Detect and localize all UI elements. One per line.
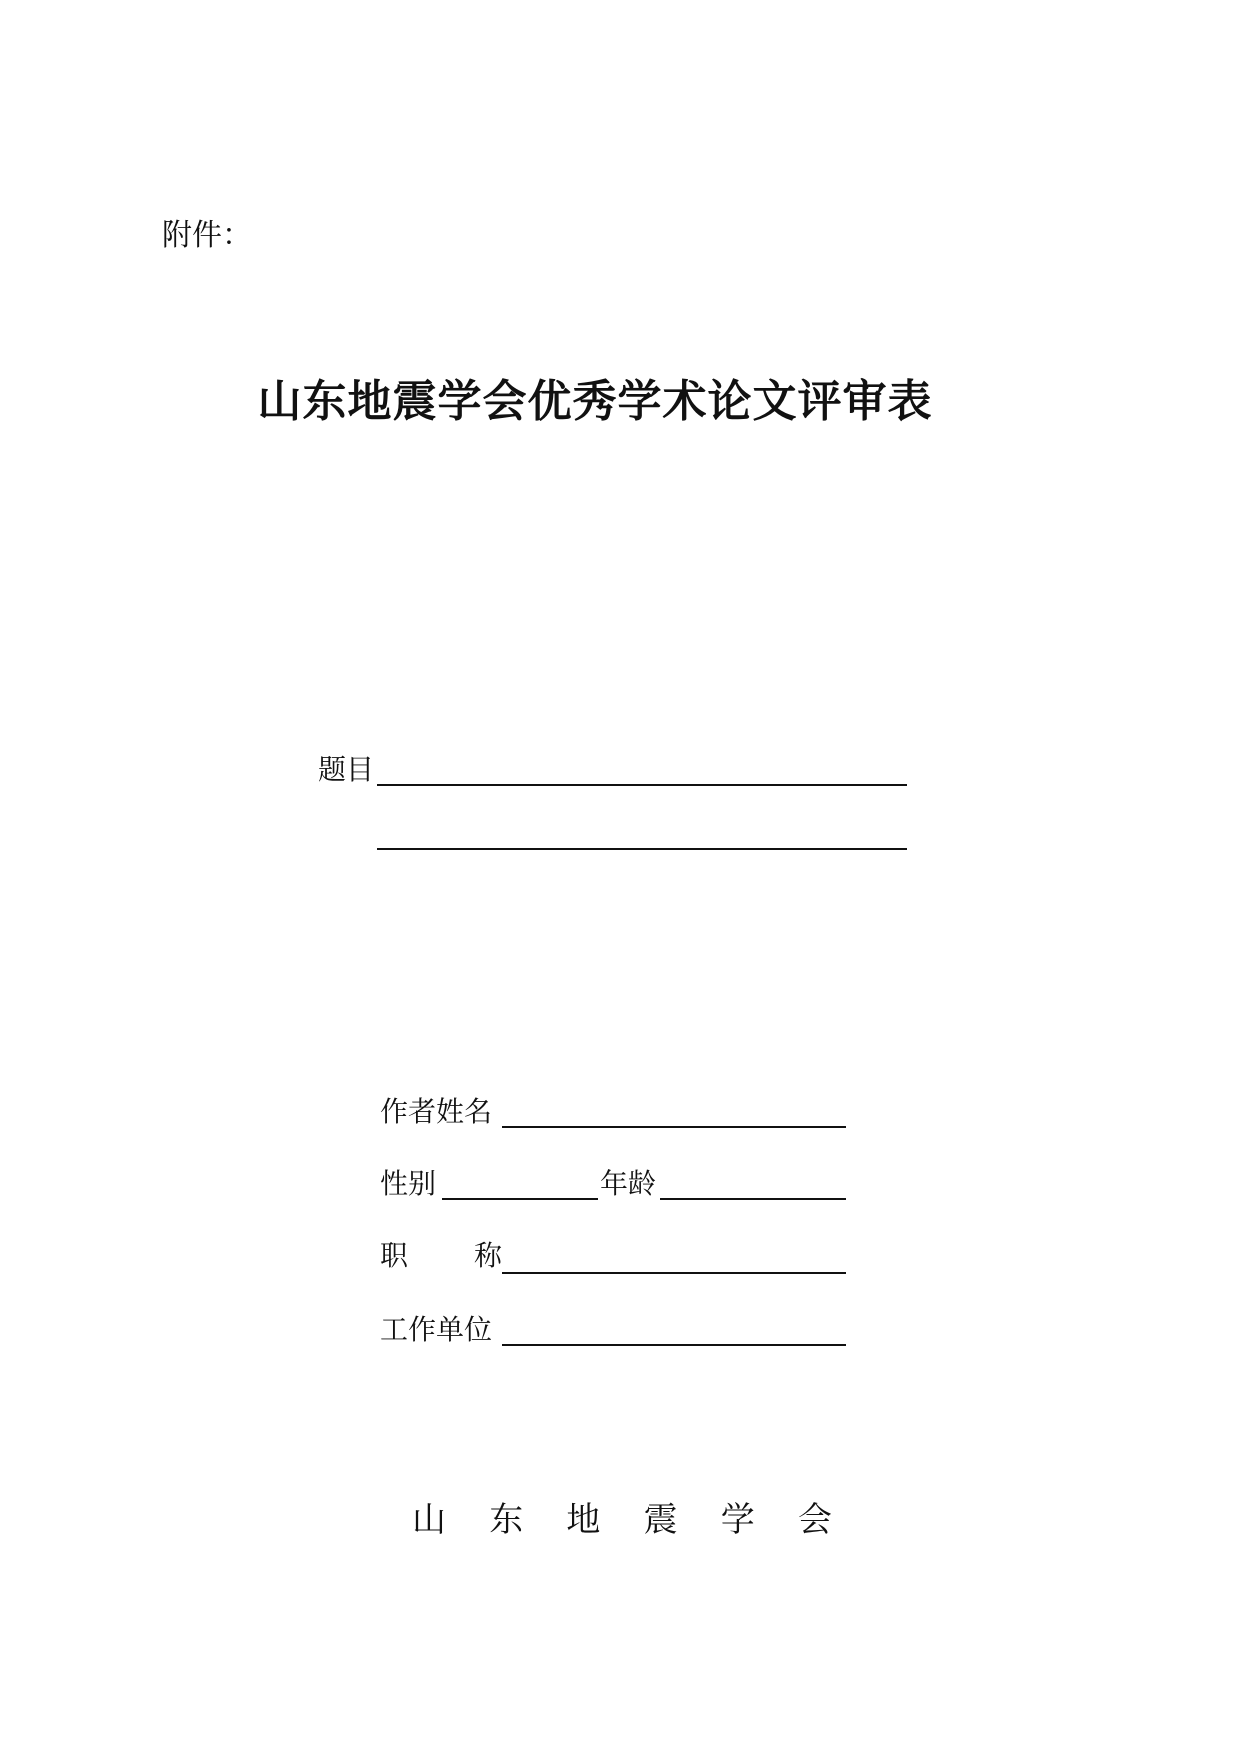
- organization-footer: [412, 1498, 832, 1542]
- work-unit-line[interactable]: [502, 1344, 846, 1346]
- org-char: 学: [720, 1500, 755, 1540]
- gender-label: 性别: [380, 1167, 437, 1200]
- topic-label: 题目: [318, 753, 375, 786]
- org-char: 东: [489, 1500, 524, 1540]
- work-unit-label: 工作单位: [380, 1313, 493, 1346]
- age-line[interactable]: [660, 1198, 846, 1200]
- attachment-label: 附件：: [162, 218, 252, 253]
- job-title-label-part1: 职: [380, 1239, 409, 1272]
- page-title: 山东地震学会优秀学术论文评审表: [257, 376, 933, 427]
- gender-line[interactable]: [442, 1198, 598, 1200]
- job-title-label-part2: 称: [474, 1239, 503, 1272]
- author-name-line[interactable]: [502, 1126, 846, 1128]
- org-char: 震: [643, 1500, 678, 1540]
- topic-line-1[interactable]: [377, 784, 907, 786]
- author-name-label: 作者姓名: [380, 1095, 493, 1128]
- job-title-line[interactable]: [502, 1272, 846, 1274]
- topic-line-2[interactable]: [377, 848, 907, 850]
- org-char: 会: [797, 1500, 832, 1540]
- age-label: 年龄: [600, 1167, 657, 1200]
- org-char: 山: [412, 1500, 446, 1540]
- org-char: 地: [566, 1500, 601, 1540]
